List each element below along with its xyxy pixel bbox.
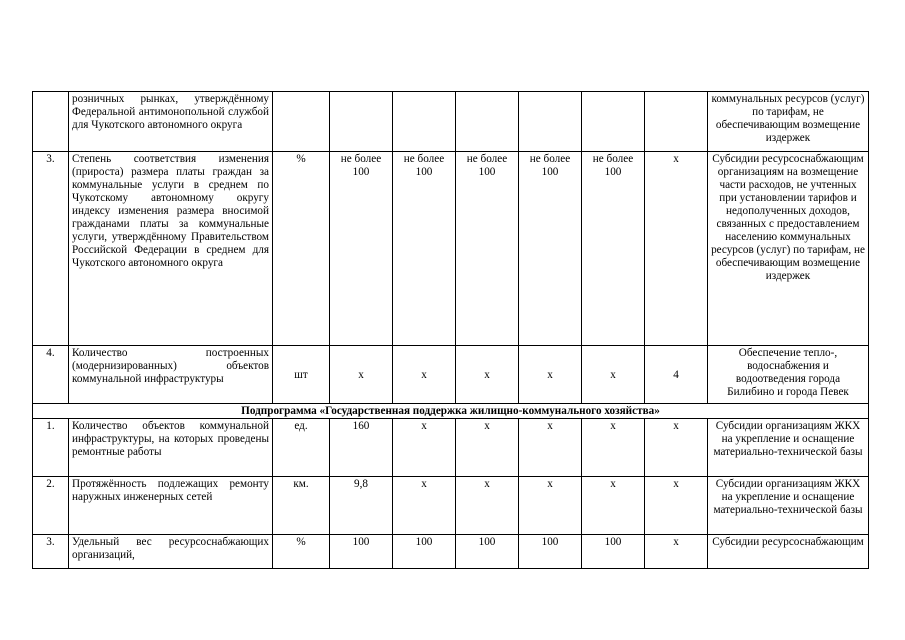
value-cell: х xyxy=(645,535,708,569)
value-cell: 100 xyxy=(582,535,645,569)
value-cell xyxy=(330,92,393,152)
value-cell xyxy=(582,92,645,152)
value-cell: 100 xyxy=(330,535,393,569)
subprogram-row xyxy=(33,404,869,419)
value-cell xyxy=(519,92,582,152)
value-cell: х xyxy=(456,346,519,404)
measure-note: Субсидии организациям ЖКХ на укрепление и оснащение материально-технической базы xyxy=(708,419,869,477)
row-number: 4. xyxy=(33,346,69,404)
value-cell: не более 100 xyxy=(393,152,456,346)
row-number: 3. xyxy=(33,152,69,346)
unit-cell: % xyxy=(273,535,330,569)
value-cell: х xyxy=(582,477,645,535)
value-cell: х xyxy=(393,477,456,535)
value-cell: х xyxy=(393,346,456,404)
value-cell: х xyxy=(645,152,708,346)
value-cell: 9,8 xyxy=(330,477,393,535)
unit-cell xyxy=(273,92,330,152)
measure-note: Субсидии ресурсоснабжающим организациям на возмещение части расходов, не учтенных при установлении тарифов и недополученных доходов, связанных с предоставлением населению коммунальных ресурсов (услуг) по тарифам, не обеспечивающим возмещение издержек xyxy=(708,152,869,346)
table-row xyxy=(33,346,869,404)
value-cell: не более 100 xyxy=(582,152,645,346)
value-cell: х xyxy=(456,419,519,477)
measure-note: коммунальных ресурсов (услуг) по тарифам, не обеспечивающим возмещение издержек xyxy=(708,92,869,152)
value-cell: х xyxy=(519,477,582,535)
value-cell xyxy=(393,92,456,152)
value-cell: х xyxy=(519,419,582,477)
value-cell: не более 100 xyxy=(456,152,519,346)
indicator-name: Удельный вес ресурсоснабжающих организаций, xyxy=(69,535,273,569)
unit-cell: км. xyxy=(273,477,330,535)
table-row xyxy=(33,477,869,535)
value-cell: не более 100 xyxy=(330,152,393,346)
value-cell: 100 xyxy=(519,535,582,569)
indicators-table xyxy=(32,91,869,569)
table-row xyxy=(33,419,869,477)
unit-cell: ед. xyxy=(273,419,330,477)
value-cell: х xyxy=(330,346,393,404)
table-row xyxy=(33,535,869,569)
measure-note: Обеспечение тепло-, водоснабжения и водоотведения города Билибино и города Певек xyxy=(708,346,869,404)
indicator-name: розничных рынках, утверждённому Федеральной антимонопольной службой для Чукотского автономного округа xyxy=(69,92,273,152)
row-number: 1. xyxy=(33,419,69,477)
value-cell: х xyxy=(582,419,645,477)
indicator-name: Количество объектов коммунальной инфраструктуры, на которых проведены ремонтные работы xyxy=(69,419,273,477)
row-number: 2. xyxy=(33,477,69,535)
value-cell: х xyxy=(582,346,645,404)
indicator-name: Количество построенных (модернизированных) объектов коммунальной инфраструктуры xyxy=(69,346,273,404)
measure-note: Субсидии ресурсоснабжающим xyxy=(708,535,869,569)
measure-note: Субсидии организациям ЖКХ на укрепление и оснащение материально-технической базы xyxy=(708,477,869,535)
row-number xyxy=(33,92,69,152)
value-cell: х xyxy=(393,419,456,477)
value-cell: не более 100 xyxy=(519,152,582,346)
indicator-name: Степень соответствия изменения (прироста) размера платы граждан за коммунальные услуги в среднем по Чукотскому автономному округу индексу изменения размера вносимой гражданами платы за коммунальные услуги, утверждённому Правительством Российской Федерации в среднем для Чукотского автономного округа xyxy=(69,152,273,346)
unit-cell: % xyxy=(273,152,330,346)
value-cell: 4 xyxy=(645,346,708,404)
table-row xyxy=(33,92,869,152)
value-cell: 160 xyxy=(330,419,393,477)
table-row xyxy=(33,152,869,346)
value-cell: х xyxy=(456,477,519,535)
value-cell: х xyxy=(645,477,708,535)
row-number: 3. xyxy=(33,535,69,569)
value-cell: х xyxy=(645,419,708,477)
value-cell xyxy=(456,92,519,152)
subprogram-title: Подпрограмма «Государственная поддержка жилищно-коммунального хозяйства» xyxy=(33,404,869,419)
indicator-name: Протяжённость подлежащих ремонту наружных инженерных сетей xyxy=(69,477,273,535)
value-cell: х xyxy=(519,346,582,404)
unit-cell: шт xyxy=(273,346,330,404)
value-cell: 100 xyxy=(456,535,519,569)
value-cell xyxy=(645,92,708,152)
value-cell: 100 xyxy=(393,535,456,569)
